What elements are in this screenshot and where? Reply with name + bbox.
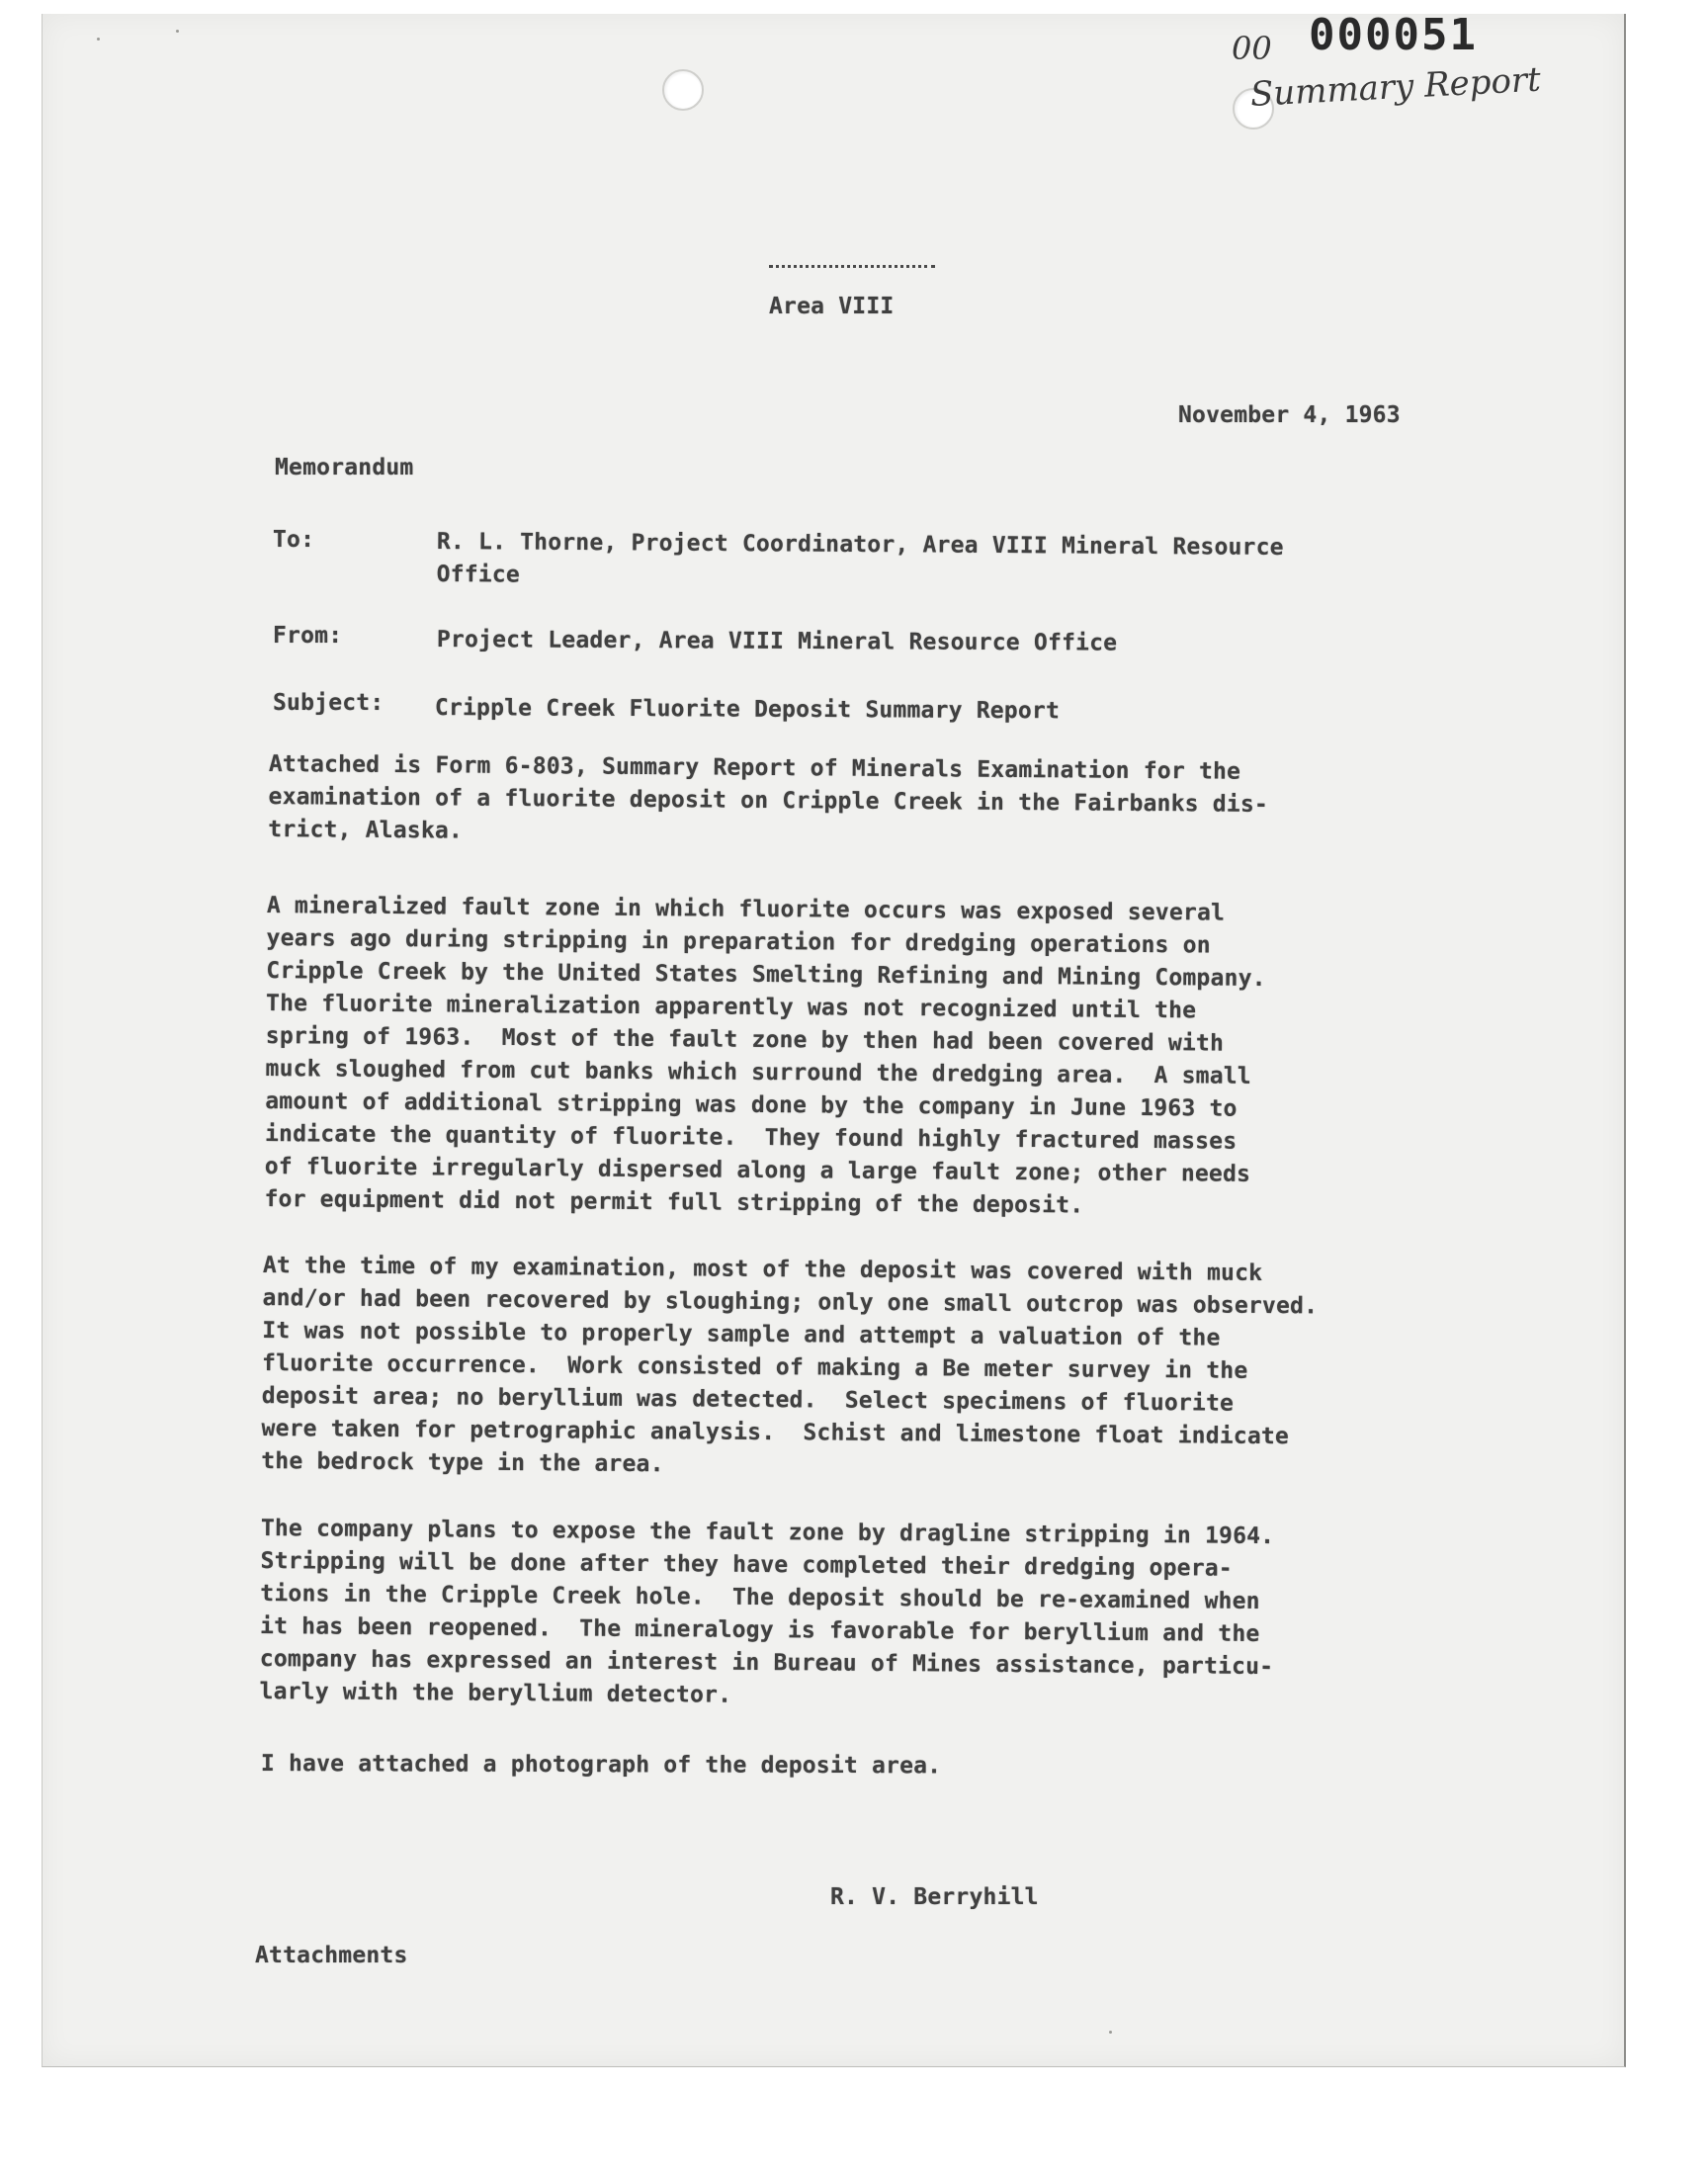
attachments-label: Attachments <box>255 1943 408 1968</box>
memo-date: November 4, 1963 <box>1178 402 1401 428</box>
header-rule <box>769 265 935 268</box>
subject-value: Cripple Creek Fluorite Deposit Summary Report <box>434 694 1061 725</box>
body-paragraph: A mineralized fault zone in which fluorite occurs was exposed several years ago during stripping in preparation for dredging operations on Cripple Creek by the United States Smelting Refining and Mining Company. The fluorite mineralization apparently was not recognized until the spring of 1963. Most of the fault zone by then had been covered with muck sloughed from cut banks which surround the dredging area. A small amount of additional stripping was done by the company in June 1963 to indicate the quantity of fluorite. They found highly fractured masses of fluorite irregularly dispersed along a large fault zone; other needs for equipment did not permit full stripping of the deposit. <box>264 892 1266 1219</box>
body-paragraph: At the time of my examination, most of the deposit was covered with muck and/or had been recovered by sloughing; only one small outcrop was observed. It was not possible to properly sample and attempt a valuation of the fluorite occurrence. Work consisted of making a Be meter survey in the deposit area; no beryllium was detected. Select specimens of fluorite were taken for petrographic analysis. Schist and limestone float indicate the bedrock type in the area. <box>261 1252 1319 1478</box>
area-title: Area VIII <box>769 294 895 319</box>
from-value: Project Leader, Area VIII Mineral Resource Office <box>436 626 1118 656</box>
signature: R. V. Berryhill <box>830 1884 1039 1910</box>
scan-speck <box>97 38 100 41</box>
handwritten-note: Summary Report <box>1249 59 1542 115</box>
to-label: To: <box>273 527 315 553</box>
handwritten-prefix: 00 <box>1232 30 1272 67</box>
scan-speck <box>1109 2031 1112 2034</box>
memo-type: Memorandum <box>275 455 414 480</box>
scan-speck <box>176 30 179 33</box>
body-paragraph: I have attached a photograph of the deposit area. <box>260 1751 942 1780</box>
archive-stamp-number: 000051 <box>1309 10 1478 60</box>
to-value: R. L. Thorne, Project Coordinator, Area VIII Mineral Resource Office <box>436 528 1284 588</box>
body-paragraph: Attached is Form 6-803, Summary Report of Minerals Examination for the examination of a fluorite deposit on Cripple Creek in the Fairbanks dis- trict, Alaska. <box>268 750 1269 844</box>
body-paragraph: The company plans to expose the fault zone by dragline stripping in 1964. Stripping will be done after they have completed their dredging opera- tions in the Cripple Creek hole. The deposit should be re-examined when it has been reopened. The mineralogy is favorable for beryllium and the company has expressed an interest in Bureau of Mines assistance, particu- larly with the beryllium detector. <box>259 1515 1275 1708</box>
from-label: From: <box>273 623 343 649</box>
punch-hole <box>662 69 704 111</box>
subject-label: Subject: <box>273 690 384 716</box>
